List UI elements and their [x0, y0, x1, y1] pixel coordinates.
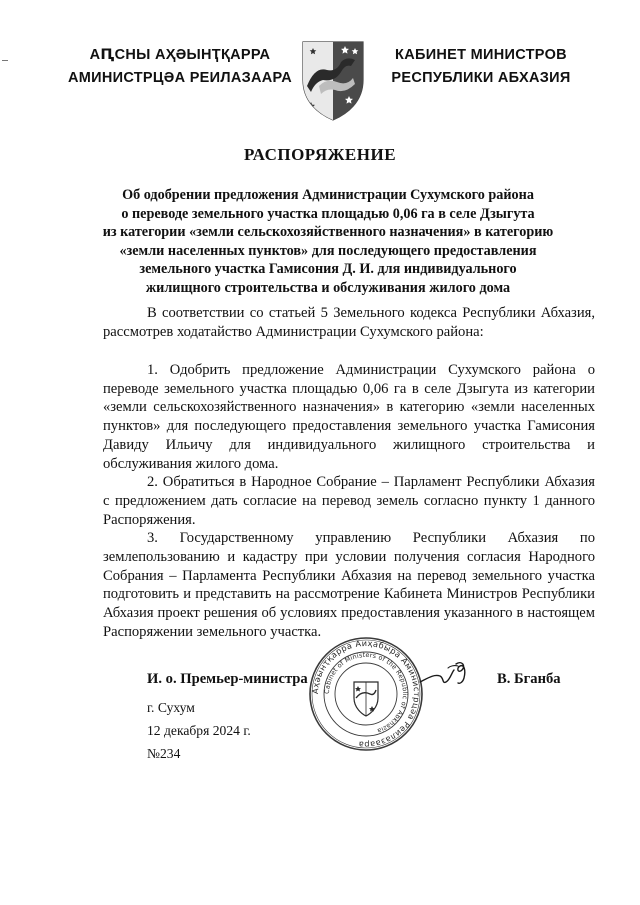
- header-russian: [376, 44, 586, 90]
- order-item-2: 2. Обратиться в Народное Собрание – Парламент Республики Абхазия с предложением дать согласие на перевод земель согласно пункту 1 данного Распоряжения.: [103, 474, 595, 528]
- header-russian-line2: РЕСПУБЛИКИ АБХАЗИЯ: [391, 70, 571, 86]
- document-number: №234: [147, 746, 181, 761]
- handwritten-signature-icon: [418, 654, 478, 694]
- order-items: [103, 361, 595, 642]
- subject-line: земельного участка Гамисония Д. И. для индивидуального: [139, 261, 517, 278]
- order-item-1: 1. Одобрить предложение Администрации Сухумского района о переводе земельного участка площадью 0,06 га в селе Дзыгута из категории «земли сельскохозяйственного назначения» в категорию «земли населенных пунктов» для последующего предоставления земельного участка Гамисония Давиду Ильичу для индивидуального жилищного строительства и обслуживания жилого дома.: [103, 362, 595, 472]
- subject-line: из категории «земли сельскохозяйственного назначения» в категорию: [102, 224, 554, 241]
- signatory-title: И. о. Премьер-министра: [147, 671, 308, 687]
- header-russian-line1: КАБИНЕТ МИНИСТРОВ: [395, 47, 567, 63]
- document-title: РАСПОРЯЖЕНИЕ: [243, 145, 397, 164]
- subject-line: «земли населенных пунктов» для последующего предоставления: [119, 242, 537, 259]
- issue-date: 12 декабря 2024 г.: [147, 723, 251, 738]
- header-abkhaz: [60, 44, 300, 90]
- subject-line: Об одобрении предложения Администрации Сухумского района: [122, 187, 534, 203]
- preamble: [103, 304, 595, 341]
- document-subject: [90, 186, 566, 298]
- seal-outer-text: Аҳәынҭқарра Аиҳабыра Аминистрцәа Реилазаара: [309, 637, 423, 751]
- seal-inner-text: Cabinet of Ministers of the Republic of Abkhazia: [322, 650, 410, 736]
- order-item-3: 3. Государственному управлению Республики Абхазия по землепользованию и кадастру при условии получения согласия Народного Собрания – Парламента Республики Абхазия на перевод земельного участка подготовить и представить на рассмотрение Кабинета Министров Республики Абхазия проект решения об условиях предоставления указанного в настоящем Распоряжении земельного участка.: [103, 530, 595, 640]
- subject-line: жилищного строительства и обслуживания жилого дома: [145, 279, 511, 296]
- header-abkhaz-line2: АМИНИСТРЦӘА РЕИЛАЗААРА: [67, 70, 293, 86]
- state-emblem-icon: [297, 36, 369, 122]
- scan-edge-mark: [2, 60, 8, 61]
- preamble-text: В соответствии со статьей 5 Земельного кодекса Республики Абхазия, рассмотрев ходатайство Администрации Сухумского района:: [103, 305, 595, 340]
- header-abkhaz-line1: АԤСНЫ АҲӘЫНҬҚАРРА: [89, 47, 271, 63]
- signatory-name: В. Бганба: [497, 671, 561, 687]
- issue-place: г. Сухум: [147, 700, 195, 715]
- official-seal-icon: [308, 636, 424, 752]
- subject-line: о переводе земельного участка площадью 0,06 га в селе Дзыгута: [121, 205, 535, 222]
